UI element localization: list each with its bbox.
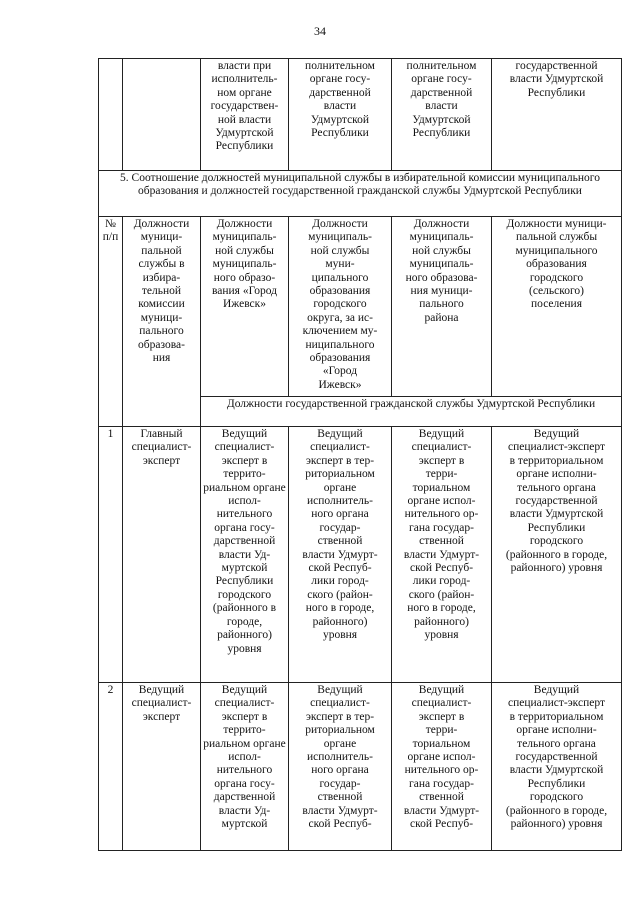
row-city-district-cell: Ведущий специалист- эксперт в тер- риториальном органе исполнитель- ного органа государ- ственной власти Удмурт- ской Респуб- лики город- ского (район- ного в городе, районного) уровня bbox=[289, 427, 392, 683]
state-service-subheader: Должности государственной гражданской службы Удмуртской Республики bbox=[201, 397, 622, 427]
row-municipal-district-cell: Ведущий специалист- эксперт в терри- ториальном органе испол- нительного ор- гана государ- ственной власти Удмурт- ской Респуб- bbox=[392, 683, 492, 851]
row-position: Главный специалист- эксперт bbox=[123, 427, 201, 683]
row-izhevsk-cell: Ведущий специалист- эксперт в террито- риальном органе испол- нительного органа госу- дарственной власти Уд- муртской bbox=[201, 683, 289, 851]
header-city-district-position: Должности муниципаль- ной службы муни- ципального образования городского округа, за ис- ключением му- ниципального образования «Город Ижевск» bbox=[289, 217, 392, 397]
row-settlement-cell: Ведущий специалист-эксперт в территориальном органе исполни- тельного органа государственной власти Удмуртской Республики городского (районного в городе, районного) уровня bbox=[492, 427, 622, 683]
table-row bbox=[99, 683, 622, 851]
continued-izhevsk-cell: власти при исполнитель- ном органе государствен- ной власти Удмуртской Республики bbox=[201, 59, 289, 171]
section-title: 5. Соотношение должностей муниципальной службы в избирательной комиссии муниципального образования и должностей государственной гражданской службы Удмуртской Республики bbox=[99, 171, 622, 217]
header-settlement-position: Должности муници- пальной службы муниципального образования городского (сельского) поселения bbox=[492, 217, 622, 397]
header-izhevsk-position: Должности муниципаль- ной службы муниципаль- ного образо- вания «Город Ижевск» bbox=[201, 217, 289, 397]
table-row bbox=[99, 427, 622, 683]
continued-city-district-cell: полнительном органе госу- дарственной власти Удмуртской Республики bbox=[289, 59, 392, 171]
continued-num-cell bbox=[99, 59, 123, 171]
row-settlement-cell: Ведущий специалист-эксперт в территориальном органе исполни- тельного органа государственной власти Удмуртской Республики городского (районного в городе, районного) уровня bbox=[492, 683, 622, 851]
row-izhevsk-cell: Ведущий специалист- эксперт в террито- риальном органе испол- нительного органа госу- дарственной власти Уд- муртской Республики городского (районного в городе, районного) уровня bbox=[201, 427, 289, 683]
header-municipal-district-position: Должности муниципаль- ной службы муниципаль- ного образова- ния муници- пального района bbox=[392, 217, 492, 397]
continued-settlement-cell: государственной власти Удмуртской Республики bbox=[492, 59, 622, 171]
continued-position-cell bbox=[123, 59, 201, 171]
header-row bbox=[99, 217, 622, 397]
row-position: Ведущий специалист- эксперт bbox=[123, 683, 201, 851]
row-num: 2 bbox=[99, 683, 123, 851]
positions-correspondence-table bbox=[98, 58, 622, 851]
row-num: 1 bbox=[99, 427, 123, 683]
continued-municipal-district-cell: полнительном органе госу- дарственной власти Удмуртской Республики bbox=[392, 59, 492, 171]
header-num: № п/п bbox=[99, 217, 123, 427]
section-title-row bbox=[99, 171, 622, 217]
header-commission-position: Должности муници- пальной службы в избира- тельной комиссии муници- пального образова- ния bbox=[123, 217, 201, 427]
row-municipal-district-cell: Ведущий специалист- эксперт в терри- ториальном органе испол- нительного ор- гана государ- ственной власти Удмурт- ской Респуб- лики город- ского (район- ного в городе, районного) уровня bbox=[392, 427, 492, 683]
page-number: 34 bbox=[314, 24, 326, 38]
continued-row bbox=[99, 59, 622, 171]
row-city-district-cell: Ведущий специалист- эксперт в тер- риториальном органе исполнитель- ного органа государ- ственной власти Удмурт- ской Респуб- bbox=[289, 683, 392, 851]
